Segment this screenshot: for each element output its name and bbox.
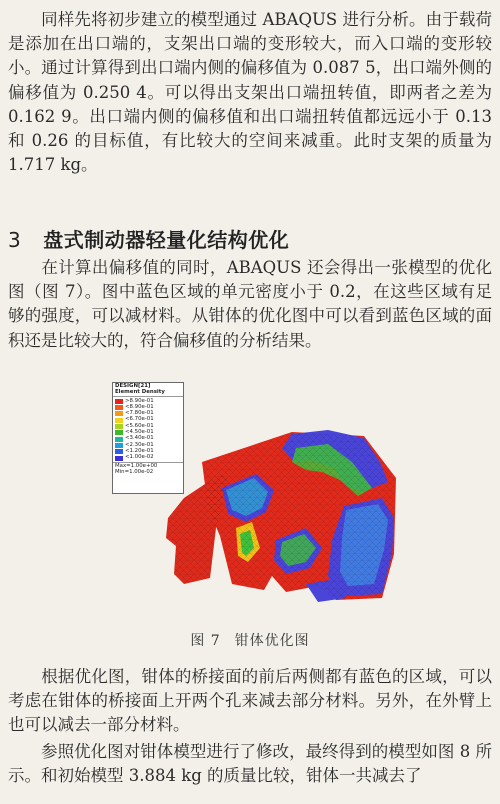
legend-swatch xyxy=(115,418,123,423)
section-heading xyxy=(8,224,289,253)
paragraph-analysis xyxy=(8,8,492,177)
legend-min: Min=1.00e-02 xyxy=(115,468,154,475)
figure-caliper-optimization xyxy=(96,378,436,610)
legend-label: <8.90e-01 xyxy=(125,403,154,410)
paragraph-bridge-holes xyxy=(8,665,492,738)
legend-label: <4.50e-01 xyxy=(125,429,154,436)
figure-caption-label: 图 7 xyxy=(190,633,221,649)
legend-label: <3.40e-01 xyxy=(125,435,154,442)
paragraph-optimization-text: 在计算出偏移值的同时，ABAQUS 还会得出一张模型的优化图（图 7）。图中蓝色区域的单元密度小于 0.2，在这些区域有足够的强度，可以减材料。从钳体的优化图中可以看到蓝色区域的面积还是比较大的，符合偏移值的分析结果。 xyxy=(8,258,492,350)
legend-title: DESIGN[21] xyxy=(115,383,151,389)
legend-label: <2.30e-01 xyxy=(125,441,154,448)
legend-swatch xyxy=(115,399,123,404)
legend-swatch xyxy=(115,405,123,410)
legend-label: >8.90e-01 xyxy=(125,397,154,404)
legend-label: <7.80e-01 xyxy=(125,410,154,417)
legend-entry xyxy=(115,455,181,461)
paragraph-analysis-text: 同样先将初步建立的模型通过 ABAQUS 进行分析。由于载荷是添加在出口端的，支架出口端的变形较大，而入口端的变形较小。通过计算得到出口端内侧的偏移值为 0.087 5，出口端外侧的偏移值为 0.250 4。可以得出支架出口端扭转值，即两者之差为 0.162 9。出口端内侧的偏移值和出口端扭转值都远远小于 0.13 和 0.26 的目标值，有比较大的空间来减重。此时支架的质量为 1.717 kg。 xyxy=(8,10,492,175)
legend-label: <1.20e-01 xyxy=(125,447,154,454)
section-number: 3 xyxy=(8,228,22,252)
paragraph-optimization xyxy=(8,256,492,353)
legend-max: Max=1.00e+00 xyxy=(115,463,158,470)
paragraph-modification-text: 参照优化图对钳体模型进行了修改，最终得到的模型如图 8 所示。和初始模型 3.884 kg 的质量比较，钳体一共减去了 xyxy=(8,742,492,786)
paragraph-bridge-holes-text: 根据优化图，钳体的桥接面的前后两侧都有蓝色的区域，可以考虑在钳体的桥接面上开两个孔来减去部分材料。另外，在外臂上也可以减去一部分材料。 xyxy=(8,667,492,735)
legend-swatch xyxy=(115,411,123,416)
legend-subtitle: Element Density xyxy=(113,390,183,398)
paragraph-modification xyxy=(8,740,492,788)
legend-swatch xyxy=(115,424,123,429)
legend-swatch xyxy=(115,437,123,442)
density-legend xyxy=(112,382,184,494)
legend-swatch xyxy=(115,443,123,448)
figure-caption xyxy=(0,630,500,650)
legend-label: <6.70e-01 xyxy=(125,416,154,423)
legend-swatch xyxy=(115,430,123,435)
legend-swatch xyxy=(115,449,123,454)
legend-label: <5.60e-01 xyxy=(125,422,154,429)
legend-swatch xyxy=(115,456,123,461)
legend-entries xyxy=(113,397,183,462)
section-title: 盘式制动器轻量化结构优化 xyxy=(43,228,290,252)
legend-label: <1.00e-02 xyxy=(125,454,154,461)
figure-caption-title: 钳体优化图 xyxy=(234,633,310,649)
